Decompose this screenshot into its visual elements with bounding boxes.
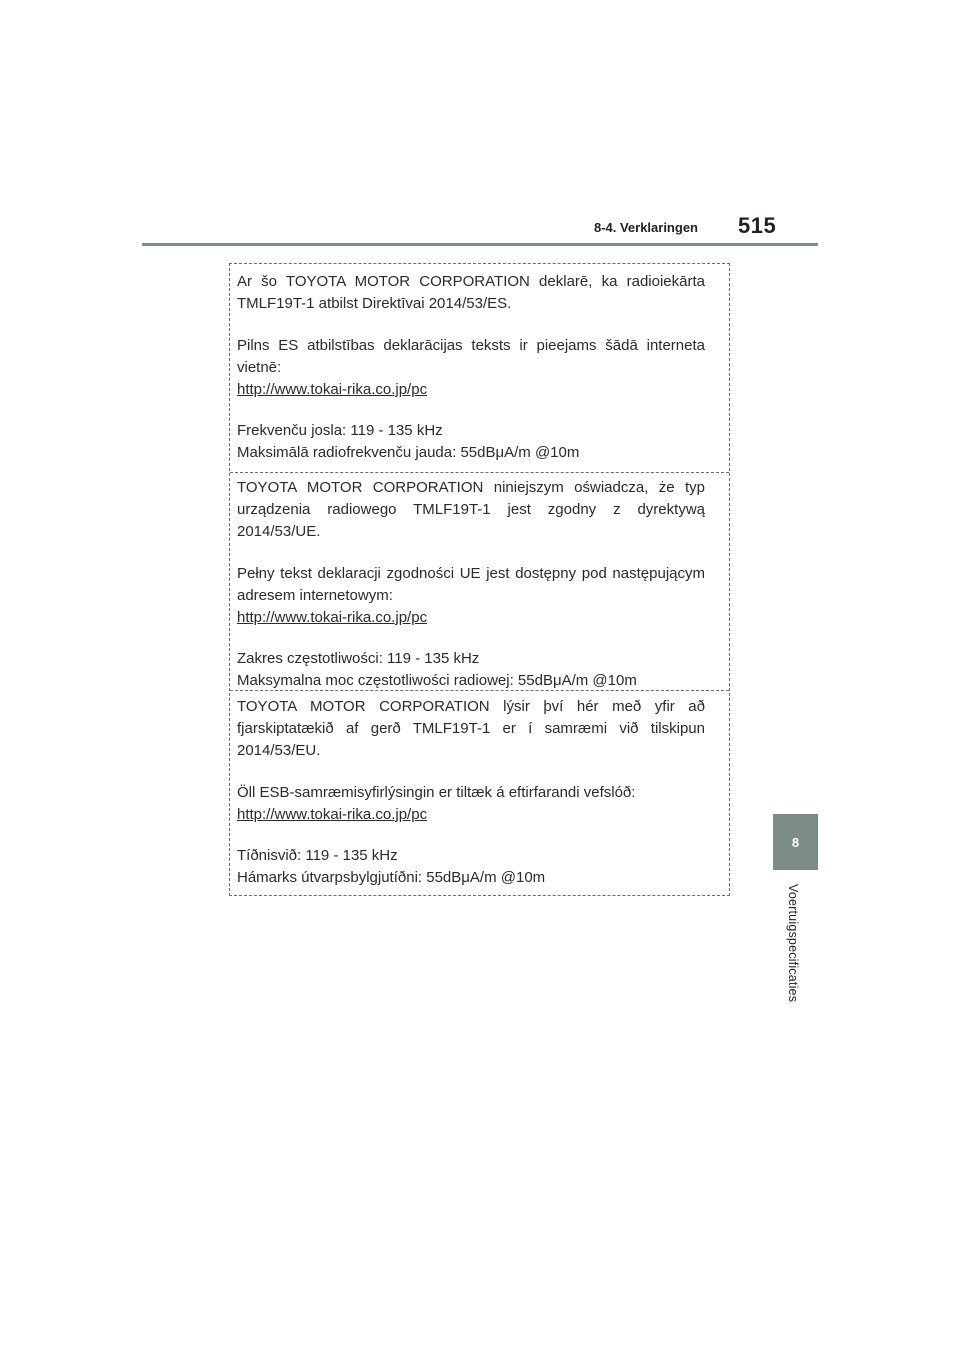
declaration-box — [229, 263, 730, 896]
section-title: 8-4. Verklaringen — [593, 220, 698, 235]
declaration-url-link[interactable]: http://www.tokai-rika.co.jp/pc — [237, 609, 428, 626]
page-number: 515 — [738, 213, 777, 238]
declaration-icelandic — [230, 690, 729, 896]
declaration-polish — [230, 472, 729, 690]
frequency-band: Tíðnisvið: 119 - 135 kHz — [237, 847, 398, 864]
declaration-availability: Pilns ES atbilstības deklarācijas teksts ir pieejams šādā interneta vietnē: — [237, 337, 705, 376]
chapter-label: Voertuigspecificaties — [786, 884, 800, 1003]
declaration-availability: Öll ESB-samræmisyfirlýsingin er tiltæk á eftirfarandi vefslóð: — [237, 784, 636, 801]
max-power: Hámarks útvarpsbylgjutíðni: 55dBμA/m @10m — [237, 869, 546, 886]
declaration-availability: Pełny tekst deklaracji zgodności UE jest dostępny pod następującym adresem internetowym: — [237, 565, 705, 604]
declaration-latvian — [230, 271, 729, 474]
declaration-statement: TOYOTA MOTOR CORPORATION niniejszym oświadcza, że typ urządzenia radiowego TMLF19T-1 jest zgodny z dyrektywą 2014/53/UE. — [237, 479, 705, 540]
max-power: Maksymalna moc częstotliwości radiowej: 55dBμA/m @10m — [237, 672, 637, 689]
declaration-url-link[interactable]: http://www.tokai-rika.co.jp/pc — [237, 806, 428, 823]
chapter-number: 8 — [791, 834, 800, 850]
frequency-band: Zakres częstotliwości: 119 - 135 kHz — [237, 650, 480, 667]
header-divider — [142, 243, 818, 246]
max-power: Maksimālā radiofrekvenču jauda: 55dBμA/m @10m — [237, 444, 580, 461]
declaration-statement: TOYOTA MOTOR CORPORATION lýsir því hér með yfir að fjarskiptatækið af gerð TMLF19T-1 er í samræmi við tilskipun 2014/53/EU. — [237, 698, 705, 759]
declaration-url-link[interactable]: http://www.tokai-rika.co.jp/pc — [237, 381, 428, 398]
chapter-tab — [773, 814, 818, 870]
declaration-statement: Ar šo TOYOTA MOTOR CORPORATION deklarē, ka radioiekārta TMLF19T-1 atbilst Direktīvai 2014/53/ES. — [237, 273, 705, 312]
page-header — [0, 0, 960, 250]
frequency-band: Frekvenču josla: 119 - 135 kHz — [237, 422, 443, 439]
